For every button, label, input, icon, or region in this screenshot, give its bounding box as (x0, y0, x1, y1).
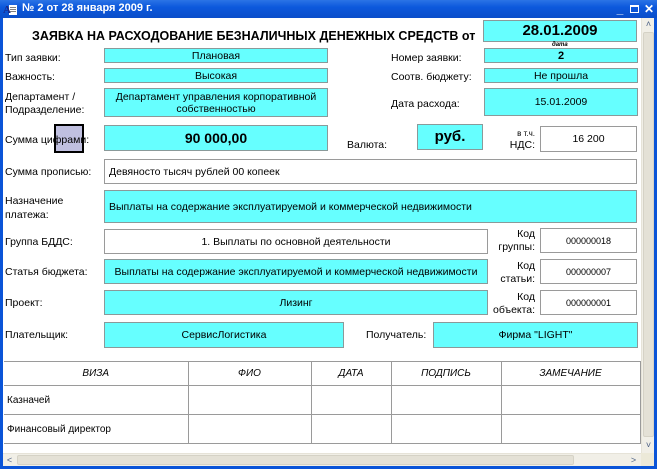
vat-field[interactable] (540, 126, 637, 152)
currency-label: Валюта: (347, 139, 388, 151)
window-title: № 2 от 28 января 2009 г. (22, 2, 153, 14)
object-code-label-line1: Код (517, 291, 535, 303)
scroll-left-icon[interactable]: < (6, 455, 13, 465)
recipient-field[interactable] (433, 322, 638, 348)
cell-remark[interactable] (501, 386, 640, 415)
request-type-label: Тип заявки: (5, 52, 61, 64)
department-value: Департамент управления корпоративной собственностью (115, 90, 317, 115)
importance-label: Важность: (5, 71, 55, 83)
form-title: ЗАЯВКА НА РАСХОДОВАНИЕ БЕЗНАЛИЧНЫХ ДЕНЕЖНЫХ СРЕДСТВ от (32, 29, 476, 43)
cell-role: Финансовый директор (4, 415, 188, 444)
request-type-value: Плановая (191, 49, 241, 62)
app-icon (3, 2, 17, 16)
maximize-icon (630, 5, 639, 13)
payer-field[interactable] (104, 322, 344, 348)
header-remark: ЗАМЕЧАНИЕ (501, 362, 640, 386)
cell-date[interactable] (311, 415, 391, 444)
budget-item-label: Статья бюджета: (5, 266, 88, 278)
expense-date-label: Дата расхода: (391, 98, 460, 110)
group-code-label-line1: Код (517, 228, 535, 240)
request-number-label: Номер заявки: (391, 52, 462, 64)
cell-fio[interactable] (188, 415, 311, 444)
object-code-label-line2: объекта: (493, 304, 536, 316)
purpose-field[interactable] (104, 190, 637, 223)
department-field[interactable] (104, 88, 328, 117)
budget-item-value: Выплаты на содержание эксплуатируемой и коммерческой недвижимости (114, 265, 478, 278)
scroll-down-icon[interactable]: ˅ (645, 440, 652, 450)
amount-words-field[interactable] (104, 159, 637, 184)
recipient-value: Фирма "LIGHT" (498, 329, 573, 341)
table-row (4, 386, 640, 415)
currency-value: руб. (434, 128, 466, 145)
cell-date[interactable] (311, 386, 391, 415)
header-fio: ФИО (188, 362, 311, 386)
object-code-value: 000000001 (565, 297, 612, 308)
item-code-value: 000000007 (565, 266, 612, 277)
project-label: Проект: (5, 297, 43, 309)
budget-compliance-label: Соотв. бюджету: (391, 71, 472, 83)
visa-table (4, 361, 641, 444)
bdds-group-value: 1. Выплаты по основной деятельности (201, 235, 391, 248)
header-visa: ВИЗА (4, 362, 188, 386)
table-row (4, 415, 640, 444)
close-button[interactable]: ✕ (643, 2, 655, 16)
date-value: 28.01.2009 (522, 22, 598, 39)
item-code-label-line1: Код (517, 260, 535, 272)
cell-role: Казначей (4, 386, 188, 415)
purpose-value: Выплаты на содержание эксплуатируемой и коммерческой недвижимости (109, 200, 472, 213)
project-field[interactable] (104, 290, 488, 315)
group-code-label-line2: группы: (498, 241, 535, 253)
amount-words-label: Сумма прописью: (5, 166, 92, 178)
scroll-up-icon[interactable]: ˄ (645, 19, 652, 29)
amount-digits-field[interactable] (104, 125, 328, 151)
header-date: ДАТА (311, 362, 391, 386)
bdds-group-label: Группа БДДС: (5, 236, 73, 248)
bdds-group-field[interactable] (104, 229, 488, 254)
amount-words-value: Девяносто тысяч рублей 00 копеек (109, 165, 280, 178)
expense-date-value: 15.01.2009 (534, 96, 588, 108)
scrollbar-corner (641, 453, 654, 466)
group-code-value: 000000018 (565, 235, 612, 246)
svg-text:A: A (3, 4, 11, 16)
maximize-button[interactable] (627, 2, 641, 16)
header-signature: ПОДПИСЬ (391, 362, 501, 386)
amount-digits-label: Сумма цифрами: (5, 134, 90, 146)
vertical-scrollbar[interactable] (641, 18, 654, 453)
payer-label: Плательщик: (5, 329, 69, 341)
budget-compliance-field[interactable] (484, 68, 638, 83)
request-type-field[interactable] (104, 48, 328, 63)
vertical-scroll-thumb[interactable] (643, 32, 654, 437)
cell-fio[interactable] (188, 386, 311, 415)
horizontal-scrollbar[interactable] (3, 453, 641, 466)
importance-value: Высокая (194, 69, 238, 82)
item-code-field[interactable] (540, 259, 637, 284)
date-field[interactable] (483, 20, 637, 42)
project-value: Лизинг (279, 296, 313, 309)
cell-signature[interactable] (391, 386, 501, 415)
department-label: Департамент / Подразделение: (5, 91, 85, 116)
amount-digits-value: 90 000,00 (184, 130, 248, 146)
group-code-field[interactable] (540, 228, 637, 253)
horizontal-scroll-thumb[interactable] (17, 455, 574, 465)
currency-field[interactable] (417, 124, 483, 150)
expense-date-field[interactable] (484, 88, 638, 116)
item-code-label-line2: статьи: (500, 273, 535, 285)
vat-value: 16 200 (572, 133, 605, 145)
vat-label-line2: НДС: (509, 139, 535, 151)
payer-value: СервисЛогистика (181, 329, 267, 341)
request-number-field[interactable] (484, 48, 638, 63)
budget-item-field[interactable] (104, 259, 488, 284)
cell-remark[interactable] (501, 415, 640, 444)
form-area (3, 18, 654, 466)
budget-compliance-value: Не прошла (533, 69, 589, 82)
scroll-right-icon[interactable]: > (630, 455, 637, 465)
title-bar[interactable] (0, 0, 657, 18)
object-code-field[interactable] (540, 290, 637, 315)
purpose-label: Назначение платежа: (5, 195, 64, 221)
vat-label-line1: в т.ч. (517, 129, 535, 138)
date-caption: дата (552, 42, 568, 48)
recipient-label: Получатель: (366, 329, 427, 341)
importance-field[interactable] (104, 68, 328, 83)
table-header-row (4, 362, 640, 386)
cell-signature[interactable] (391, 415, 501, 444)
minimize-button[interactable]: _ (616, 2, 624, 16)
request-number-value: 2 (557, 49, 565, 62)
